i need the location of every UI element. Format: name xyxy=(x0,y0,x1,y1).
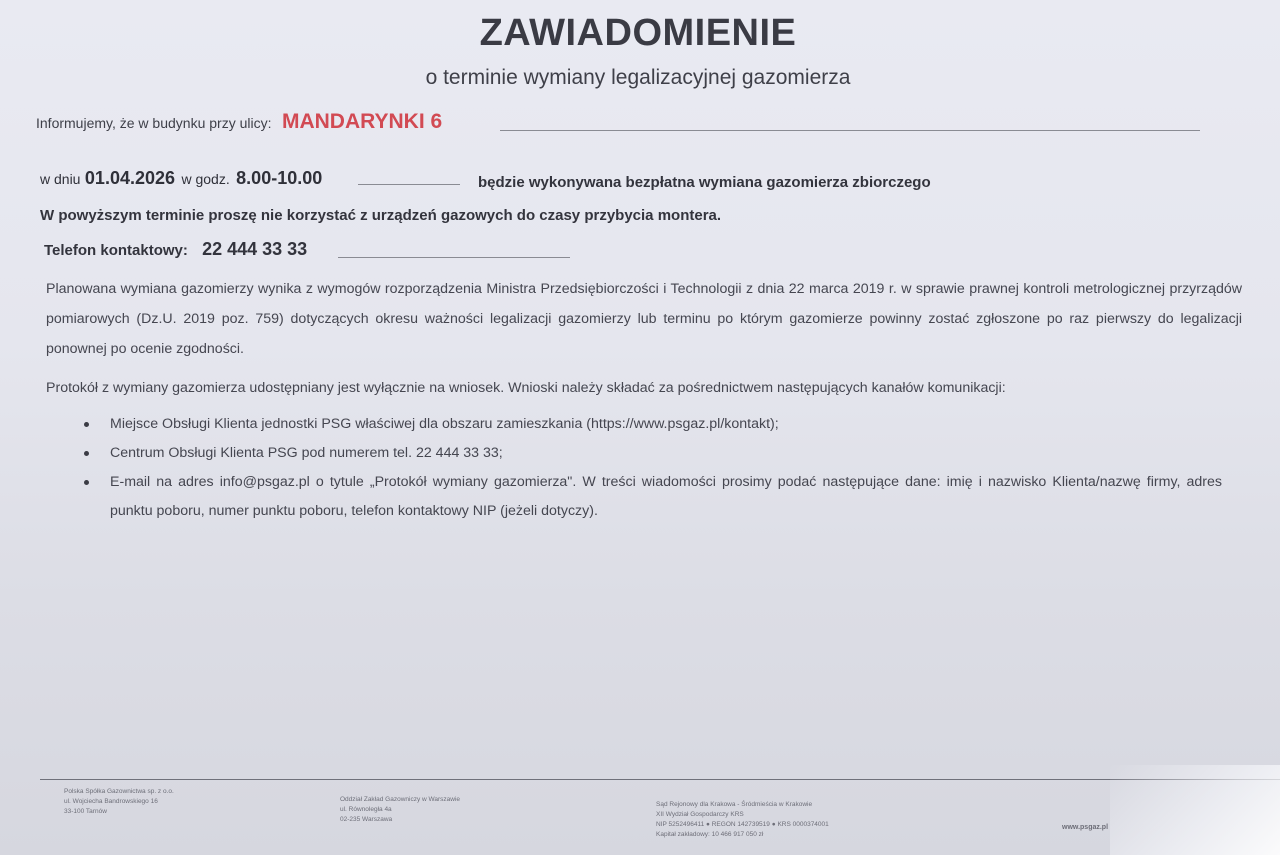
warning-text: W powyższym terminie proszę nie korzystać z urządzeń gazowych do czasy przybycia montera. xyxy=(40,207,722,224)
footer-line: ul. Wojciecha Bandrowskiego 16 xyxy=(64,798,158,805)
time-value: 8.00-10.00 xyxy=(236,168,323,188)
list-item xyxy=(84,410,1224,439)
channel-text: Miejsce Obsługi Klienta jednostki PSG właściwej dla obszaru zamieszkania (https://www.psgaz.pl/kontakt); xyxy=(110,416,779,432)
list-item xyxy=(84,439,1224,468)
footer-registry xyxy=(656,800,829,840)
street-value: MANDARYNKI 6 xyxy=(281,110,443,133)
bullet-icon xyxy=(84,480,89,485)
notice-subtitle: o terminie wymiany legalizacyjnej gazomierza xyxy=(425,66,851,89)
footer-divider xyxy=(40,779,1280,780)
date-label: w dniu xyxy=(40,171,81,187)
bullet-icon xyxy=(84,422,89,427)
footer-line: Kapitał zakładowy: 10 466 917 050 zł xyxy=(656,831,764,838)
date-value: 01.04.2026 xyxy=(84,168,176,188)
street-underline xyxy=(500,130,1200,131)
footer-line: XII Wydział Gospodarczy KRS xyxy=(656,811,744,818)
footer-branch xyxy=(340,795,460,825)
schedule-description: będzie wykonywana bezpłatna wymiana gazomierza zbiorczego xyxy=(478,174,931,191)
street-label: Informujemy, że w budynku przy ulicy: xyxy=(36,115,272,131)
bullet-icon xyxy=(84,451,89,456)
photo-glare xyxy=(1110,765,1280,855)
list-item xyxy=(84,468,1224,526)
footer-line: 02-235 Warszawa xyxy=(340,816,393,823)
contact-line xyxy=(44,239,307,260)
legal-paragraph: Planowana wymiana gazomierzy wynika z wymogów rozporządzenia Ministra Przedsiębiorczości i Technologii z dnia 22 marca 2019 r. w sprawie prawnej kontroli metrologicznej przyrządów pomiarowych (Dz.U. 2019 poz. 759) dotyczących okresu ważności legalizacji gazomierzy lub terminu po którym gazomierze powinny zostać zgłoszone po raz pierwszy do legalizacji ponownej po ocenie zgodności. xyxy=(46,281,1242,357)
footer-line: Polska Spółka Gazownictwa sp. z o.o. xyxy=(64,788,174,795)
time-label: w godz. xyxy=(181,171,230,187)
contact-phone: 22 444 33 33 xyxy=(202,239,308,259)
channel-list xyxy=(84,410,1224,526)
footer-line: NIP 5252496411 ● REGON 142739519 ● KRS 0000374001 xyxy=(656,821,829,828)
contact-label: Telefon kontaktowy: xyxy=(44,242,188,259)
channel-text: E-mail na adres info@psgaz.pl o tytule „Protokół wymiany gazomierza". W treści wiadomości prosimy podać następujące dane: imię i nazwisko Klienta/nazwę firmy, adres punktu poboru, numer punktu poboru, telefon kontaktowy NIP (jeżeli dotyczy). xyxy=(110,474,1222,519)
footer-line: 33-100 Tarnów xyxy=(64,808,107,815)
phone-underline xyxy=(338,257,570,258)
channel-text: Centrum Obsługi Klienta PSG pod numerem tel. 22 444 33 33; xyxy=(110,445,503,461)
protocol-intro: Protokół z wymiany gazomierza udostępniany jest wyłącznie na wniosek. Wnioski należy składać za pośrednictwem następujących kanałów komunikacji: xyxy=(46,380,1006,396)
footer-website: www.psgaz.pl xyxy=(1062,824,1109,831)
footer-line: Oddział Zakład Gazowniczy w Warszawie xyxy=(340,796,461,803)
street-line xyxy=(36,110,1201,138)
time-underline xyxy=(358,184,460,185)
footer-company xyxy=(64,787,174,817)
notice-title: ZAWIADOMIENIE xyxy=(479,12,797,54)
footer-line: ul. Równoległa 4a xyxy=(340,806,392,813)
footer-line: Sąd Rejonowy dla Krakowa - Śródmieścia w Krakowie xyxy=(656,801,813,808)
